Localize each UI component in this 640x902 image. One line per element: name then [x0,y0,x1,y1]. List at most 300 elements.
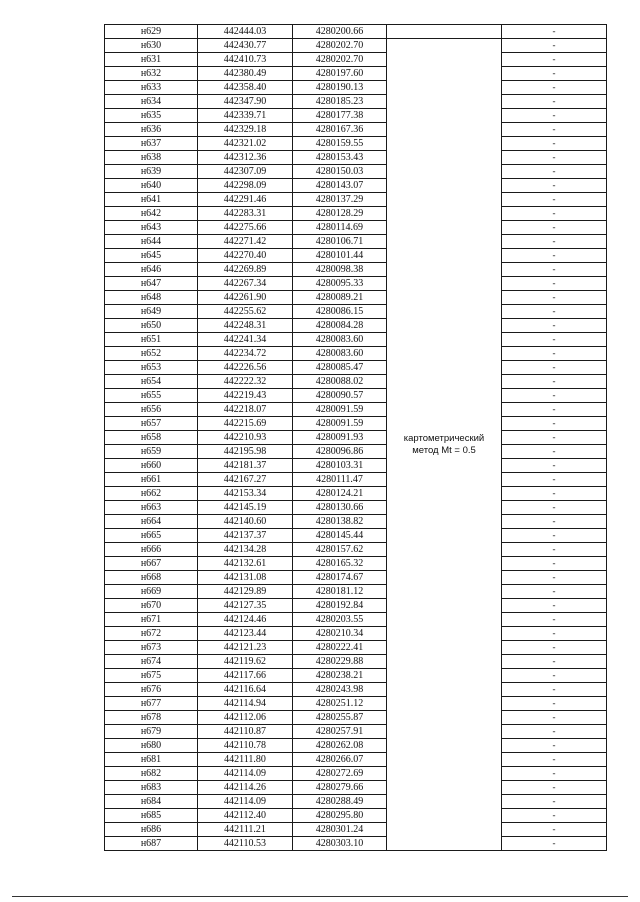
description-cell: - [502,361,607,375]
table-row [105,669,607,683]
table-row [105,501,607,515]
table-row [105,529,607,543]
x-coordinate-cell: 442117.66 [198,669,293,683]
table-row [105,599,607,613]
point-name-cell: н647 [105,277,198,291]
y-coordinate-cell: 4280083.60 [293,347,387,361]
description-cell: - [502,193,607,207]
table-row [105,753,607,767]
description-cell: - [502,571,607,585]
x-coordinate-cell: 442195.98 [198,445,293,459]
x-coordinate-cell: 442134.28 [198,543,293,557]
table-row [105,403,607,417]
description-cell: - [502,669,607,683]
table-row [105,781,607,795]
table-row [105,25,607,39]
y-coordinate-cell: 4280192.84 [293,599,387,613]
page-bottom-rule [12,896,628,897]
x-coordinate-cell: 442116.64 [198,683,293,697]
point-name-cell: н643 [105,221,198,235]
y-coordinate-cell: 4280181.12 [293,585,387,599]
point-name-cell: н634 [105,95,198,109]
x-coordinate-cell: 442114.94 [198,697,293,711]
point-name-cell: н651 [105,333,198,347]
description-cell: - [502,543,607,557]
table-row [105,137,607,151]
description-cell: - [502,81,607,95]
table-row [105,473,607,487]
point-name-cell: н685 [105,809,198,823]
y-coordinate-cell: 4280150.03 [293,165,387,179]
y-coordinate-cell: 4280101.44 [293,249,387,263]
x-coordinate-cell: 442275.66 [198,221,293,235]
description-cell: - [502,585,607,599]
point-name-cell: н674 [105,655,198,669]
y-coordinate-cell: 4280238.21 [293,669,387,683]
point-name-cell: н638 [105,151,198,165]
description-cell: - [502,627,607,641]
y-coordinate-cell: 4280255.87 [293,711,387,725]
x-coordinate-cell: 442329.18 [198,123,293,137]
point-name-cell: н686 [105,823,198,837]
description-cell: - [502,501,607,515]
x-coordinate-cell: 442127.35 [198,599,293,613]
description-cell: - [502,795,607,809]
point-name-cell: н635 [105,109,198,123]
description-cell: - [502,179,607,193]
table-row [105,67,607,81]
x-coordinate-cell: 442226.56 [198,361,293,375]
y-coordinate-cell: 4280295.80 [293,809,387,823]
y-coordinate-cell: 4280083.60 [293,333,387,347]
point-name-cell: н650 [105,319,198,333]
y-coordinate-cell: 4280203.55 [293,613,387,627]
table-row [105,361,607,375]
y-coordinate-cell: 4280177.38 [293,109,387,123]
table-row [105,193,607,207]
table-row [105,39,607,53]
description-cell: - [502,557,607,571]
y-coordinate-cell: 4280103.31 [293,459,387,473]
description-cell: - [502,25,607,39]
point-name-cell: н641 [105,193,198,207]
point-name-cell: н637 [105,137,198,151]
y-coordinate-cell: 4280084.28 [293,319,387,333]
point-name-cell: н632 [105,67,198,81]
point-name-cell: н657 [105,417,198,431]
point-name-cell: н679 [105,725,198,739]
x-coordinate-cell: 442298.09 [198,179,293,193]
description-cell: - [502,291,607,305]
description-cell: - [502,235,607,249]
point-name-cell: н642 [105,207,198,221]
table-row [105,445,607,459]
x-coordinate-cell: 442321.02 [198,137,293,151]
description-cell: - [502,613,607,627]
y-coordinate-cell: 4280303.10 [293,837,387,851]
description-cell: - [502,221,607,235]
y-coordinate-cell: 4280106.71 [293,235,387,249]
y-coordinate-cell: 4280090.57 [293,389,387,403]
table-row [105,641,607,655]
description-cell: - [502,417,607,431]
y-coordinate-cell: 4280130.66 [293,501,387,515]
y-coordinate-cell: 4280202.70 [293,53,387,67]
point-name-cell: н681 [105,753,198,767]
table-row [105,809,607,823]
table-row [105,655,607,669]
y-coordinate-cell: 4280157.62 [293,543,387,557]
point-name-cell: н649 [105,305,198,319]
point-name-cell: н653 [105,361,198,375]
description-cell: - [502,277,607,291]
table-row [105,123,607,137]
table-row [105,263,607,277]
point-name-cell: н652 [105,347,198,361]
x-coordinate-cell: 442248.31 [198,319,293,333]
y-coordinate-cell: 4280197.60 [293,67,387,81]
table-row [105,795,607,809]
table-row [105,347,607,361]
point-name-cell: н670 [105,599,198,613]
point-name-cell: н675 [105,669,198,683]
point-name-cell: н666 [105,543,198,557]
point-name-cell: н658 [105,431,198,445]
point-name-cell: н680 [105,739,198,753]
point-name-cell: н671 [105,613,198,627]
x-coordinate-cell: 442283.31 [198,207,293,221]
description-cell: - [502,207,607,221]
y-coordinate-cell: 4280272.69 [293,767,387,781]
description-cell: - [502,109,607,123]
y-coordinate-cell: 4280200.66 [293,25,387,39]
point-name-cell: н636 [105,123,198,137]
x-coordinate-cell: 442234.72 [198,347,293,361]
description-cell: - [502,739,607,753]
y-coordinate-cell: 4280251.12 [293,697,387,711]
description-cell: - [502,333,607,347]
table-row [105,767,607,781]
point-name-cell: н663 [105,501,198,515]
table-row [105,305,607,319]
y-coordinate-cell: 4280145.44 [293,529,387,543]
point-name-cell: н676 [105,683,198,697]
point-name-cell: н659 [105,445,198,459]
description-cell: - [502,389,607,403]
description-cell: - [502,767,607,781]
x-coordinate-cell: 442358.40 [198,81,293,95]
point-name-cell: н629 [105,25,198,39]
description-cell: - [502,347,607,361]
x-coordinate-cell: 442114.09 [198,767,293,781]
description-cell: - [502,53,607,67]
y-coordinate-cell: 4280185.23 [293,95,387,109]
description-cell: - [502,823,607,837]
description-cell: - [502,711,607,725]
point-name-cell: н631 [105,53,198,67]
description-cell: - [502,151,607,165]
description-cell: - [502,473,607,487]
description-cell: - [502,753,607,767]
y-coordinate-cell: 4280167.36 [293,123,387,137]
description-cell: - [502,249,607,263]
y-coordinate-cell: 4280088.02 [293,375,387,389]
y-coordinate-cell: 4280153.43 [293,151,387,165]
y-coordinate-cell: 4280124.21 [293,487,387,501]
table-row [105,823,607,837]
point-name-cell: н660 [105,459,198,473]
table-row [105,739,607,753]
y-coordinate-cell: 4280089.21 [293,291,387,305]
table-row [105,207,607,221]
x-coordinate-cell: 442181.37 [198,459,293,473]
description-cell: - [502,123,607,137]
x-coordinate-cell: 442222.32 [198,375,293,389]
y-coordinate-cell: 4280229.88 [293,655,387,669]
x-coordinate-cell: 442111.80 [198,753,293,767]
table-row [105,277,607,291]
x-coordinate-cell: 442110.87 [198,725,293,739]
description-cell: - [502,487,607,501]
y-coordinate-cell: 4280137.29 [293,193,387,207]
y-coordinate-cell: 4280114.69 [293,221,387,235]
point-name-cell: н633 [105,81,198,95]
point-name-cell: н648 [105,291,198,305]
x-coordinate-cell: 442111.21 [198,823,293,837]
x-coordinate-cell: 442291.46 [198,193,293,207]
y-coordinate-cell: 4280159.55 [293,137,387,151]
table-row [105,697,607,711]
x-coordinate-cell: 442307.09 [198,165,293,179]
table-row [105,431,607,445]
description-cell: - [502,137,607,151]
point-name-cell: н672 [105,627,198,641]
point-name-cell: н646 [105,263,198,277]
table-row [105,375,607,389]
x-coordinate-cell: 442410.73 [198,53,293,67]
table-row [105,515,607,529]
point-name-cell: н687 [105,837,198,851]
x-coordinate-cell: 442140.60 [198,515,293,529]
y-coordinate-cell: 4280091.93 [293,431,387,445]
y-coordinate-cell: 4280143.07 [293,179,387,193]
y-coordinate-cell: 4280243.98 [293,683,387,697]
x-coordinate-cell: 442129.89 [198,585,293,599]
y-coordinate-cell: 4280202.70 [293,39,387,53]
x-coordinate-cell: 442444.03 [198,25,293,39]
x-coordinate-cell: 442153.34 [198,487,293,501]
x-coordinate-cell: 442167.27 [198,473,293,487]
x-coordinate-cell: 442112.40 [198,809,293,823]
description-cell: - [502,529,607,543]
x-coordinate-cell: 442270.40 [198,249,293,263]
description-cell: - [502,95,607,109]
table-row [105,683,607,697]
point-name-cell: н656 [105,403,198,417]
x-coordinate-cell: 442114.09 [198,795,293,809]
x-coordinate-cell: 442241.34 [198,333,293,347]
table-row [105,557,607,571]
method-cell-top [387,25,502,39]
description-cell: - [502,809,607,823]
x-coordinate-cell: 442430.77 [198,39,293,53]
y-coordinate-cell: 4280222.41 [293,641,387,655]
point-name-cell: н668 [105,571,198,585]
x-coordinate-cell: 442114.26 [198,781,293,795]
point-name-cell: н654 [105,375,198,389]
table-row [105,585,607,599]
point-name-cell: н639 [105,165,198,179]
y-coordinate-cell: 4280128.29 [293,207,387,221]
table-row [105,81,607,95]
x-coordinate-cell: 442124.46 [198,613,293,627]
x-coordinate-cell: 442110.78 [198,739,293,753]
y-coordinate-cell: 4280288.49 [293,795,387,809]
y-coordinate-cell: 4280086.15 [293,305,387,319]
table-row [105,389,607,403]
description-cell: - [502,837,607,851]
table-row [105,459,607,473]
x-coordinate-cell: 442110.53 [198,837,293,851]
point-name-cell: н678 [105,711,198,725]
table-row [105,165,607,179]
point-name-cell: н667 [105,557,198,571]
point-name-cell: н669 [105,585,198,599]
x-coordinate-cell: 442219.43 [198,389,293,403]
point-name-cell: н683 [105,781,198,795]
x-coordinate-cell: 442123.44 [198,627,293,641]
y-coordinate-cell: 4280091.59 [293,403,387,417]
x-coordinate-cell: 442380.49 [198,67,293,81]
table-row [105,543,607,557]
y-coordinate-cell: 4280257.91 [293,725,387,739]
point-name-cell: н645 [105,249,198,263]
x-coordinate-cell: 442145.19 [198,501,293,515]
table-row [105,627,607,641]
table-row [105,571,607,585]
description-cell: - [502,781,607,795]
description-cell: - [502,725,607,739]
description-cell: - [502,641,607,655]
description-cell: - [502,459,607,473]
description-cell: - [502,375,607,389]
description-cell: - [502,515,607,529]
description-cell: - [502,403,607,417]
x-coordinate-cell: 442137.37 [198,529,293,543]
description-cell: - [502,305,607,319]
y-coordinate-cell: 4280138.82 [293,515,387,529]
point-name-cell: н664 [105,515,198,529]
point-name-cell: н673 [105,641,198,655]
description-cell: - [502,165,607,179]
point-name-cell: н644 [105,235,198,249]
x-coordinate-cell: 442339.71 [198,109,293,123]
table-row [105,711,607,725]
description-cell: - [502,39,607,53]
y-coordinate-cell: 4280262.08 [293,739,387,753]
y-coordinate-cell: 4280279.66 [293,781,387,795]
description-cell: - [502,599,607,613]
method-cell [387,39,502,851]
point-name-cell: н661 [105,473,198,487]
x-coordinate-cell: 442271.42 [198,235,293,249]
x-coordinate-cell: 442269.89 [198,263,293,277]
coordinates-table [104,24,607,851]
y-coordinate-cell: 4280096.86 [293,445,387,459]
description-cell: - [502,697,607,711]
table-row [105,291,607,305]
x-coordinate-cell: 442132.61 [198,557,293,571]
table-row [105,151,607,165]
x-coordinate-cell: 442112.06 [198,711,293,725]
x-coordinate-cell: 442312.36 [198,151,293,165]
description-cell: - [502,683,607,697]
point-name-cell: н640 [105,179,198,193]
description-cell: - [502,319,607,333]
y-coordinate-cell: 4280085.47 [293,361,387,375]
table-row [105,837,607,851]
y-coordinate-cell: 4280174.67 [293,571,387,585]
table-row [105,179,607,193]
y-coordinate-cell: 4280190.13 [293,81,387,95]
x-coordinate-cell: 442215.69 [198,417,293,431]
point-name-cell: н682 [105,767,198,781]
table-row [105,95,607,109]
method-label-line2: метод Mt = 0.5 [412,444,476,456]
description-cell: - [502,431,607,445]
x-coordinate-cell: 442131.08 [198,571,293,585]
table-row [105,319,607,333]
x-coordinate-cell: 442218.07 [198,403,293,417]
x-coordinate-cell: 442255.62 [198,305,293,319]
point-name-cell: н655 [105,389,198,403]
y-coordinate-cell: 4280266.07 [293,753,387,767]
x-coordinate-cell: 442119.62 [198,655,293,669]
table-row [105,235,607,249]
point-name-cell: н677 [105,697,198,711]
y-coordinate-cell: 4280210.34 [293,627,387,641]
table-row [105,725,607,739]
table-row [105,333,607,347]
description-cell: - [502,263,607,277]
y-coordinate-cell: 4280091.59 [293,417,387,431]
table-row [105,109,607,123]
y-coordinate-cell: 4280301.24 [293,823,387,837]
y-coordinate-cell: 4280098.38 [293,263,387,277]
description-cell: - [502,67,607,81]
method-label-line1: картометрический [403,432,485,444]
x-coordinate-cell: 442261.90 [198,291,293,305]
description-cell: - [502,655,607,669]
y-coordinate-cell: 4280095.33 [293,277,387,291]
point-name-cell: н662 [105,487,198,501]
point-name-cell: н665 [105,529,198,543]
coordinates-table-body [105,25,607,851]
table-row [105,221,607,235]
y-coordinate-cell: 4280111.47 [293,473,387,487]
x-coordinate-cell: 442121.23 [198,641,293,655]
table-row [105,487,607,501]
table-row [105,249,607,263]
x-coordinate-cell: 442347.90 [198,95,293,109]
y-coordinate-cell: 4280165.32 [293,557,387,571]
table-row [105,417,607,431]
x-coordinate-cell: 442210.93 [198,431,293,445]
table-row [105,613,607,627]
point-name-cell: н684 [105,795,198,809]
description-cell: - [502,445,607,459]
point-name-cell: н630 [105,39,198,53]
